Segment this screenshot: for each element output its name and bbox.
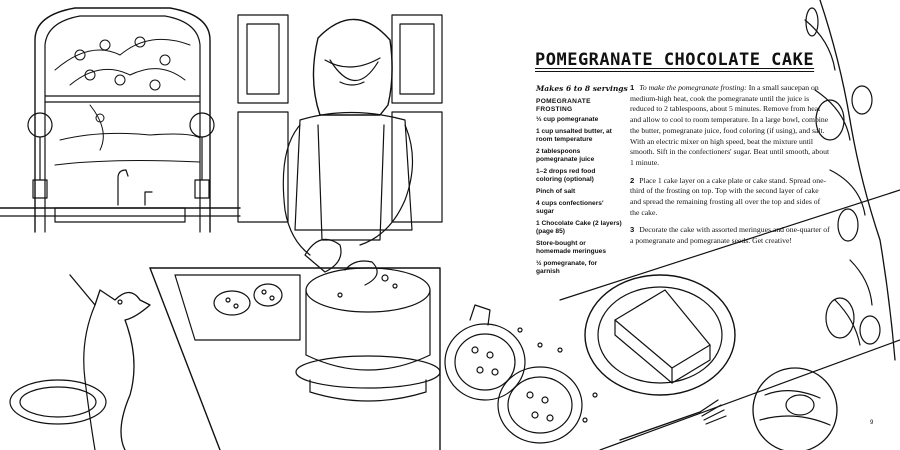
step-lead: To make the pomegranate frosting: bbox=[639, 83, 747, 92]
recipe-steps bbox=[630, 83, 830, 254]
step-text: Decorate the cake with assorted meringues and one-quarter of a pomegranate and pomegranate seeds. Get creative! bbox=[630, 225, 830, 246]
pomegranates bbox=[445, 305, 597, 443]
step-text: Place 1 cake layer on a cake plate or cake stand. Spread one-third of the frosting on top. Top with the second layer of cake and spread the remaining frosting all over the top and sides of the cake. bbox=[630, 175, 827, 217]
ingredient-item: Pinch of salt bbox=[536, 188, 576, 195]
ingredient-item: 1–2 drops red food coloring (optional) bbox=[536, 168, 596, 183]
step-number: 1 bbox=[630, 83, 635, 92]
recipe-step-1 bbox=[630, 83, 830, 169]
recipe-title: POMEGRANATE CHOCOLATE CAKE bbox=[535, 50, 815, 70]
cake bbox=[296, 239, 440, 401]
recipe-step-2 bbox=[630, 176, 830, 219]
woman-baker bbox=[283, 19, 412, 255]
ingredient-item: 1 cup unsalted butter, at room temperature bbox=[536, 128, 612, 143]
tree-branches bbox=[55, 37, 200, 165]
ingredient-item: ½ pomegranate, for garnish bbox=[536, 260, 598, 275]
kitchen-scene bbox=[0, 8, 442, 450]
recipe-step-3 bbox=[630, 225, 830, 246]
ingredient-item: 1 Chocolate Cake (2 layers) (page 85) bbox=[536, 220, 622, 235]
ingredients-list bbox=[536, 98, 622, 280]
step-number: 2 bbox=[630, 175, 635, 185]
page-number: 9 bbox=[870, 420, 874, 426]
servings-note: Makes 6 to 8 servings bbox=[536, 84, 628, 93]
ingredients-section-heading: POMEGRANATE FROSTING bbox=[536, 98, 591, 113]
step-text: In a small saucepan on medium-high heat, cook the pomegranate until the juice is reduced to 2 tablespoons, about 5 minutes. Remove from heat and allow to cool to room temperature. In a large bowl, combine the butter, pomegranate juice, food coloring (if using), and salt. With an electric mixer on high speed, beat the mixture until smooth. Sift in the confectioners' sugar. Beat until smooth, about 1 minute. bbox=[630, 83, 830, 167]
ingredient-item: 4 cups confectioners' sugar bbox=[536, 200, 604, 215]
step-number: 3 bbox=[630, 225, 635, 235]
dog bbox=[70, 275, 150, 450]
ingredient-item: Store-bought or homemade meringues bbox=[536, 240, 606, 255]
ingredient-item: 2 tablespoons pomegranate juice bbox=[536, 148, 595, 163]
ingredient-item: ⅓ cup pomegranate bbox=[536, 116, 599, 123]
plate-cake-slice bbox=[585, 275, 735, 395]
